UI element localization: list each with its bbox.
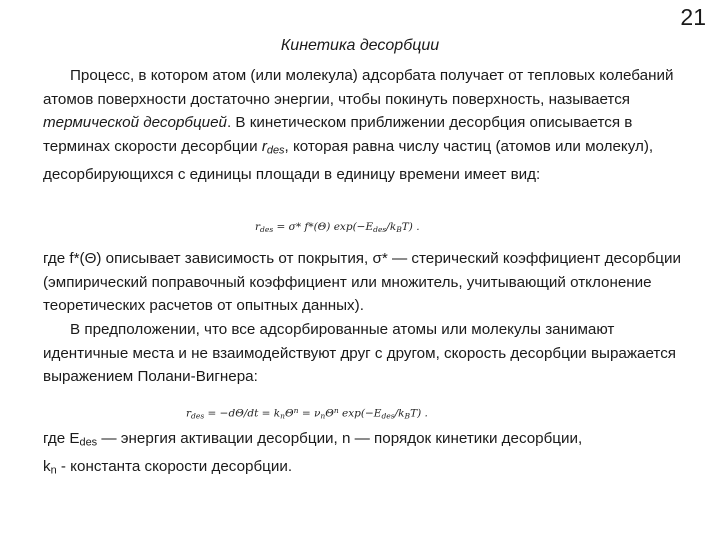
para4-e-sub: des [79,436,98,449]
formula2-k-sub: n [280,411,285,421]
paragraph-definition [43,64,683,187]
page-number: 21 [680,4,706,30]
formula2-exp-sub: des [381,411,395,421]
paragraph-definitions [43,427,683,484]
formula2-lhs: r [186,407,192,420]
para1-emphasis: термической десорбцией [43,114,227,132]
formula2-theta2-sup: n [333,406,339,415]
para1-text-3: , которая равна числу частиц (атомов или молекул), десорбирующихся с единицы площади в единицу времени имеет вид: [43,137,654,184]
formula1-rhs-tail: T) . [401,221,420,233]
para4-middle: — энергия активации десорбции, n — порядок кинетики десорбции, [97,430,583,447]
para4-end: - константа скорости десорбции. [56,458,293,476]
paragraph-coverage: где f*(Θ) описывает зависимость от покрытия, σ* — стерический коэффициент десорбции (эмпирический поправочный коэффициент или множитель, учитывающий отклонение теоретических расчетов от опытных данных). [43,250,681,315]
section-title: Кинетика десорбции [280,37,440,54]
formula2-lhs-sub: des [191,411,205,421]
formula2-nu-sub: n [320,411,326,421]
formula2-exp: exp(−E [338,407,382,420]
formula1-rhs-sub: des [373,224,387,234]
formula2-mid: = −dΘ/dt = k [204,407,281,420]
formula1-lhs: r [255,221,261,233]
paragraph-polanyi-wigner [43,318,683,389]
para1-text-1: Процесс, в котором атом (или молекула) адсорбата получает от тепловых колебаний атомов поверхности достаточно энергии, чтобы покинуть поверхность, называется [43,67,674,108]
rate-subscript: des [266,144,285,157]
formula1-rhs-sub2: B [396,224,402,234]
formula2-rhs: = ν [298,407,321,420]
formula1-lhs-sub: des [260,224,274,234]
rate-symbol: r [261,137,267,155]
para4-prefix: где E [43,430,80,447]
formula2-exp-tail: T) . [410,407,428,420]
para3-text: В предположении, что все адсорбированные атомы или молекулы занимают идентичные места и не взаимодействуют друг с другом, скорость десорбции выражается выражением Полани-Вигнера: [43,321,677,386]
formula2-theta: Θ [285,407,294,420]
formula1-rhs: = σ* f*(Θ) exp(−E [273,221,374,233]
formula1-rhs-end: /k [386,221,397,233]
para4-k-sub: n [50,465,57,478]
para4-k: k [43,458,51,476]
formula2-exp-sub2: B [404,411,411,421]
formula2-theta-sup: n [293,406,299,415]
polanyi-wigner-formula [186,406,428,420]
para1-text-2: . В кинетическом приближении десорбция описывается в терминах скорости десорбции [43,114,633,155]
formula2-theta2: Θ [325,407,334,420]
formula2-exp-end: /k [394,407,405,420]
desorption-rate-formula [255,221,420,234]
